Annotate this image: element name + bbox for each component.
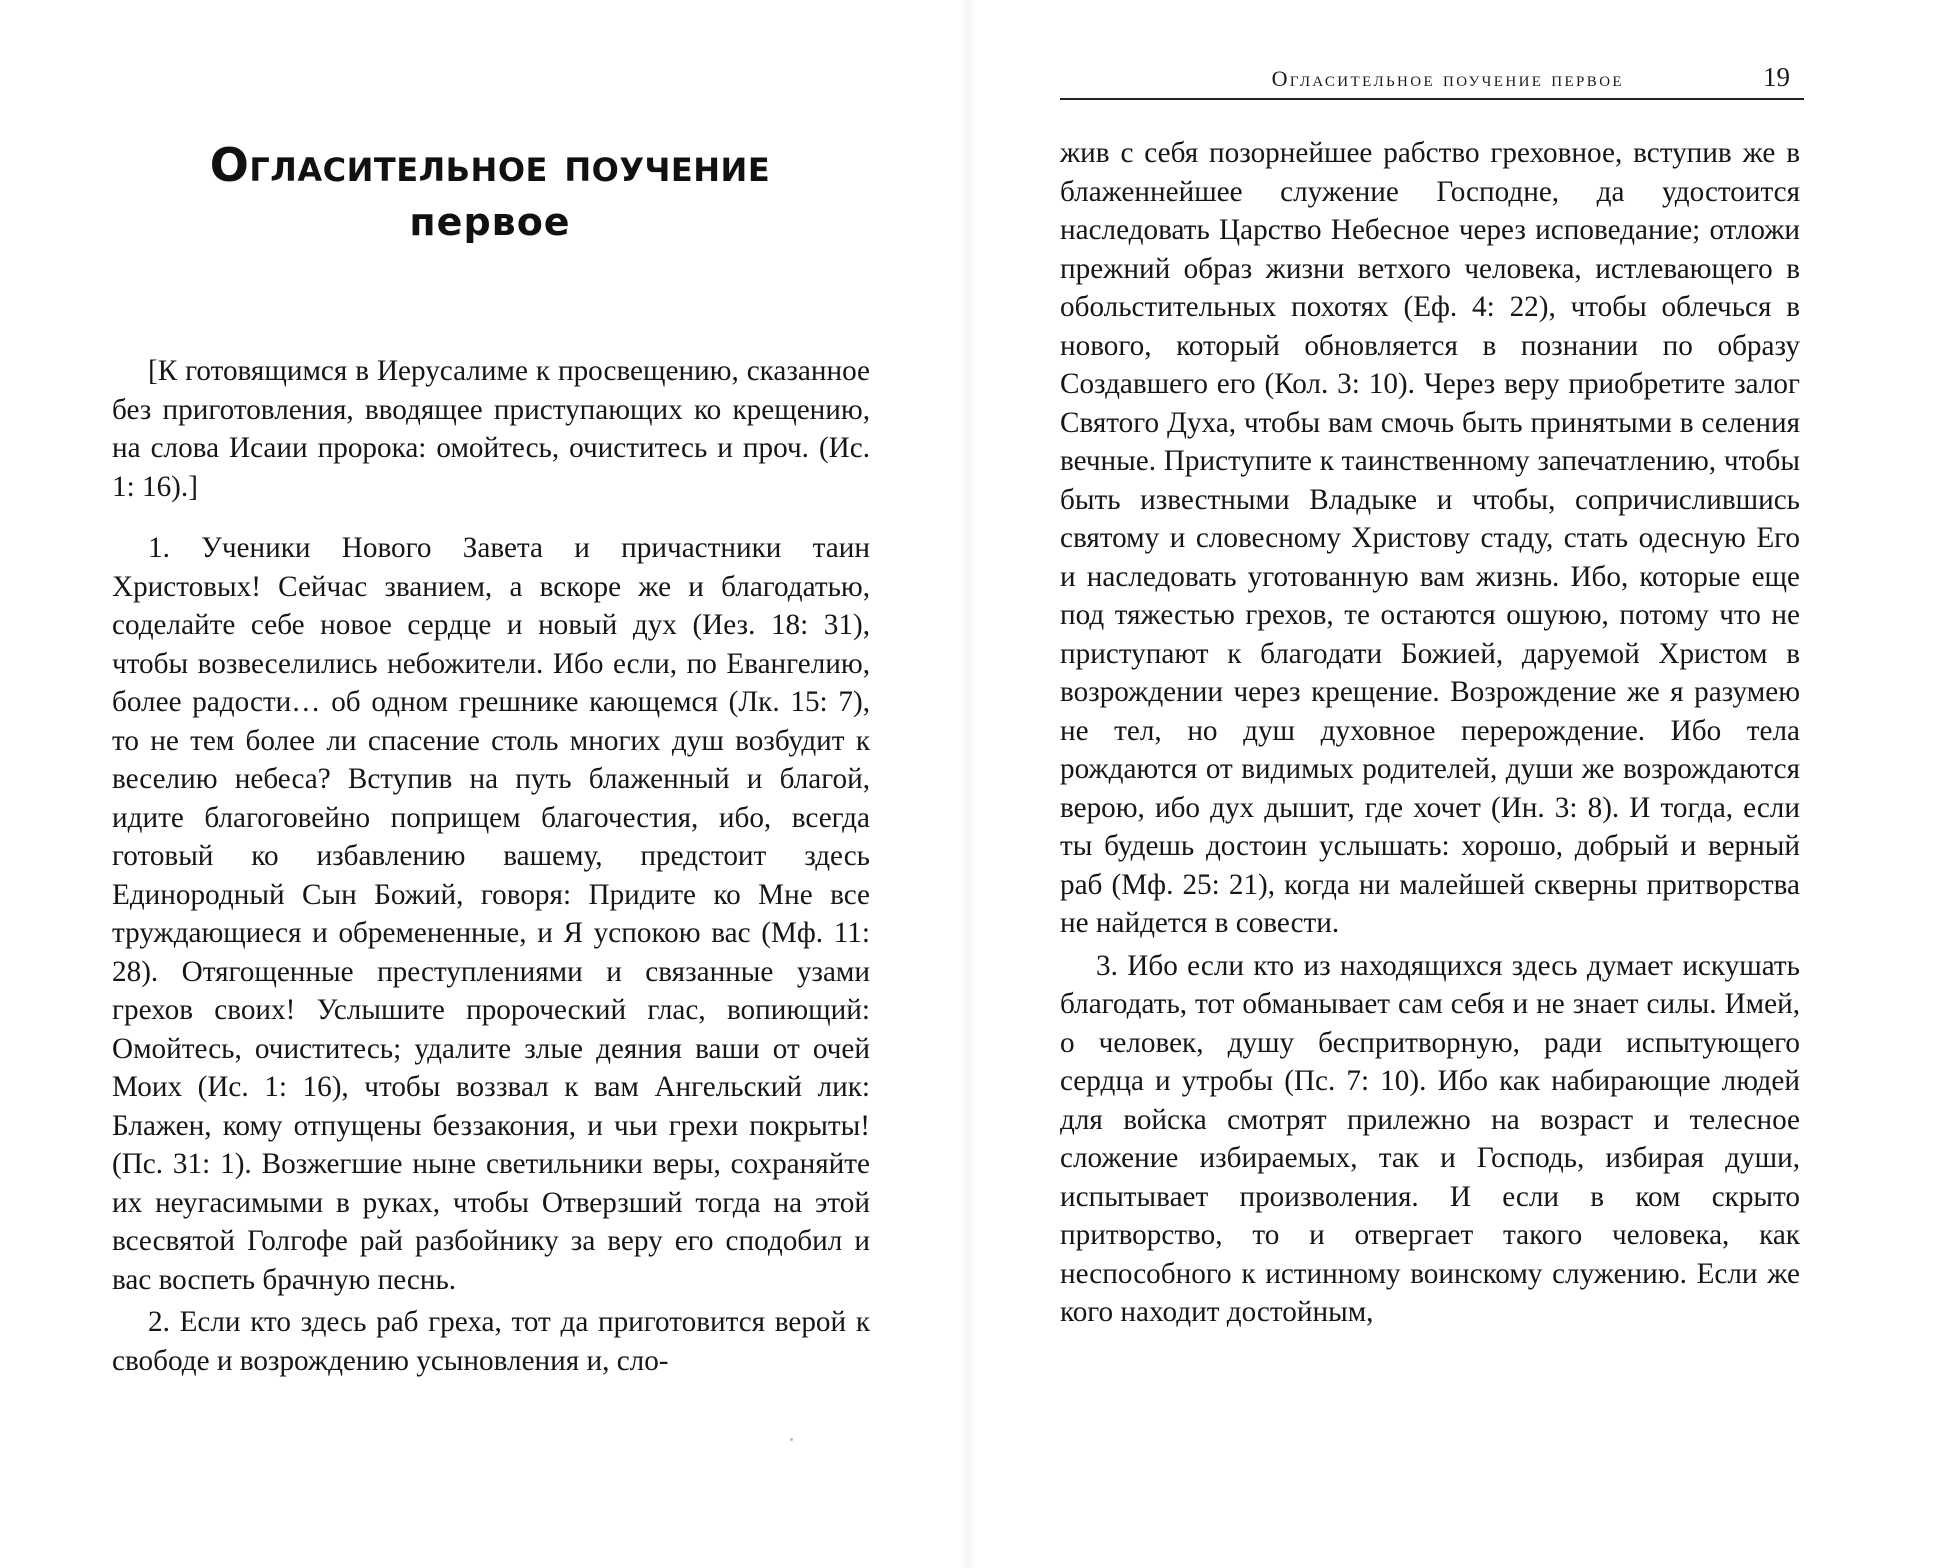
page-number: 19	[1763, 62, 1790, 92]
right-page	[968, 0, 1936, 1568]
running-header	[1060, 62, 1804, 100]
chapter-title-line2: первое	[409, 200, 571, 244]
paragraph-1: 1. Ученики Нового Завета и причастники таин Христовых! Сейчас званием, а вскоре же и благодатью, соделайте себе новое сердце и новый дух (Иез. 18: 31), чтобы возвеселились небожители. Ибо если, по Евангелию, более радости… об одном грешнике кающемся (Лк. 15: 7), то не тем более ли спасение столь многих душ возбудит к веселию небеса? Вступив на путь блаженный и благой, идите благоговейно поприщем благочестия, ибо, всегда готовый ко избавлению вашему, предстоит здесь Единородный Сын Божий, говоря: Придите ко Мне все труждающиеся и обремененные, и Я успокою вас (Мф. 11: 28). Отягощенные преступлениями и связанные узами грехов своих! Услышите пророческий глас, вопиющий: Омойтесь, очиститесь; удалите злые деяния ваши от очей Моих (Ис. 1: 16), чтобы воззвал к вам Ангельский лик: Блажен, кому отпущены беззакония, и чьи грехи покрыты! (Пс. 31: 1). Возжегшие ныне светильники веры, сохраняйте их неугасимыми в руках, чтобы Отверзший тогда на этой всесвятой Голгофе рай разбойнику за веру его сподобил и вас воспеть брачную песнь.	[112, 532, 870, 1296]
paper-speck	[790, 1438, 793, 1441]
left-body-text	[112, 529, 870, 1380]
paragraph-2-start: 2. Если кто здесь раб греха, тот да приготовится верой к свободе и возрождению усыновления и, сло-	[112, 1306, 870, 1377]
right-body-text	[1060, 134, 1800, 1332]
paragraph-3: 3. Ибо если кто из находящихся здесь думает искушать благодать, тот обманывает сам себя и не знает силы. Имей, о человек, душу беспритворную, ради испытующего сердца и утробы (Пс. 7: 10). Ибо как набирающие людей для войска смотрят прилежно на возраст и телесное сложение избираемых, так и Господь, избирая души, испытывает произволения. И если в ком скрыто притворство, то и отвергает такого человека, как неспособного к истинному воинскому служению. Если же кого находит достойным,	[1060, 949, 1800, 1328]
chapter-title-line1: Огласительное поучение	[209, 138, 771, 192]
paragraph-2-continuation: жив с себя позорнейшее рабство греховное, вступив же в блаженнейшее служение Господне, да удостоится наследовать Царство Небесное через исповедание; отложи прежний образ жизни ветхого человека, истлевающего в обольстительных похотях (Еф. 4: 22), чтобы облечься в нового, который обновляется в познании по образу Создавшего его (Кол. 3: 10). Через веру приобретите залог Святого Духа, чтобы вам смочь быть принятыми в селения вечные. Приступите к таинственному запечатлению, чтобы быть известными Владыке и чтобы, сопричислившись святому и словесному Христову стаду, стать одесную Его и наследовать уготованную вам жизнь. Ибо, которые еще под тяжестью грехов, те остаются ошуюю, потому что не приступают к благодати Божией, даруемой Христом в возрождении через крещение. Возрождение же я разумею не тел, но душ духовное перерождение. Ибо тела рождаются от видимых родителей, души же возрождаются верою, ибо дух дышит, где хочет (Ин. 3: 8). И тогда, если ты будешь достоин услышать: хорошо, добрый и верный раб (Мф. 25: 21), когда ни малейшей скверны притворства не найдется в совести.	[1060, 137, 1800, 939]
running-header-title: Огласительное поучение первое	[1271, 66, 1624, 91]
intro-paragraph: [К готовящимся в Иерусалиме к просвещению, сказанное без приготовления, вводящее приступающих ко крещению, на слова Исаии пророка: омойтесь, очиститесь и проч. (Ис. 1: 16).]	[112, 355, 870, 503]
intro-block	[112, 352, 870, 506]
